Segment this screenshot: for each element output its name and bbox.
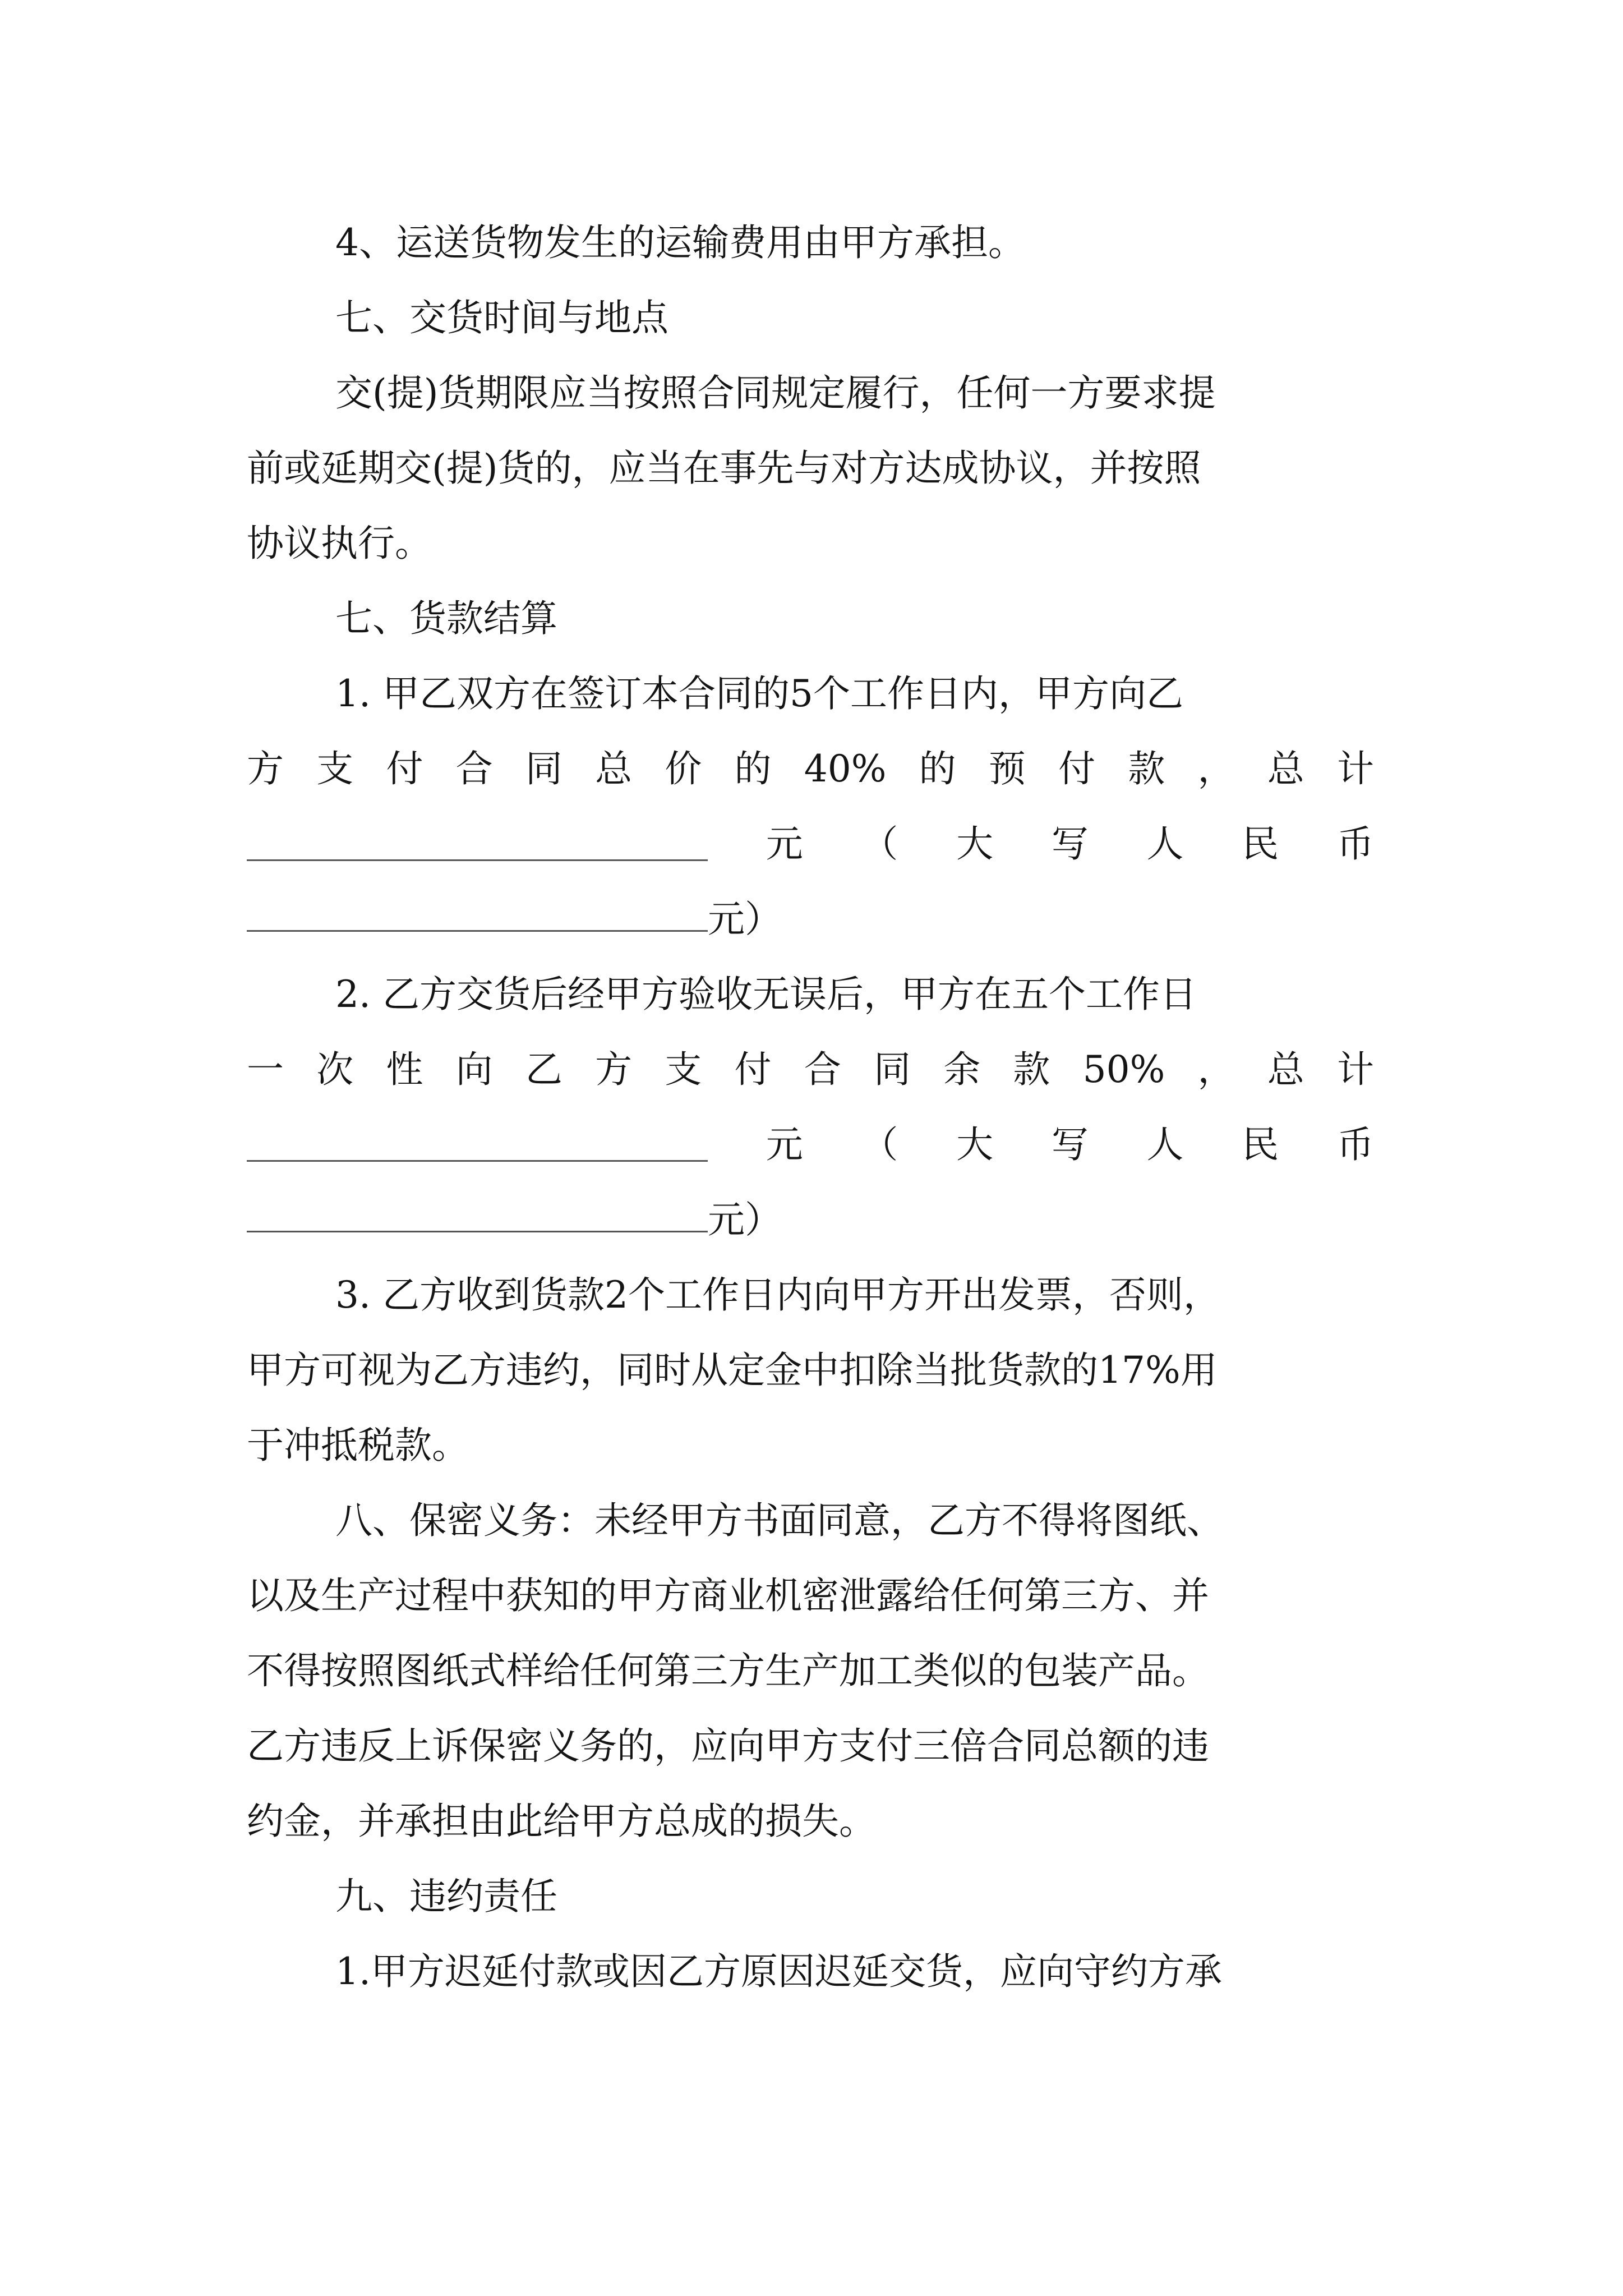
heading-payment-settlement: 七、货款结算 <box>335 597 557 640</box>
paragraph-delivery-line-1: 交(提)货期限应当按照合同规定履行，任何一方要求提 <box>335 371 1216 415</box>
amount-uppercase-blank-field[interactable] <box>247 899 708 932</box>
payment-clause-3-line-3: 于冲抵税款。 <box>247 1424 469 1467</box>
payment-clause-1-line-4: 元） <box>247 889 782 950</box>
payment-clause-1-line-2: 方 支 付 合 同 总 价 的 40% 的 预 付 款 ， 总 计 <box>247 747 1374 790</box>
heading-breach-liability: 九、违约责任 <box>335 1875 557 1918</box>
payment-clause-2-line-4: 元） <box>247 1189 782 1251</box>
breach-clause-1-line-1: 1.甲方迟延付款或因乙方原因迟延交货，应向守约方承 <box>335 1950 1222 1993</box>
payment-clause-3-line-1: 3. 乙方收到货款2个工作日内向甲方开出发票，否则， <box>335 1273 1220 1317</box>
payment-clause-2-line-3: 元 （ 大 写 人 民 币 <box>247 1114 1374 1176</box>
amount-uppercase-blank-field[interactable] <box>247 1199 708 1232</box>
paragraph-delivery-line-2: 前或延期交(提)货的，应当在事先与对方达成协议，并按照 <box>247 447 1201 490</box>
confidentiality-line-1: 八、保密义务：未经甲方书面同意，乙方不得将图纸、 <box>335 1499 1224 1542</box>
payment-clause-3-line-2: 甲方可视为乙方违约，同时从定金中扣除当批货款的17%用 <box>247 1349 1218 1392</box>
payment-clause-2-line-2: 一 次 性 向 乙 方 支 付 合 同 余 款 50% ， 总 计 <box>247 1048 1374 1091</box>
amount-blank-field[interactable] <box>247 1129 708 1162</box>
confidentiality-line-3: 不得按照图纸式样给任何第三方生产加工类似的包装产品。 <box>247 1649 1209 1692</box>
payment-clause-2-line-1: 2. 乙方交货后经甲方验收无误后，甲方在五个工作日 <box>335 973 1197 1016</box>
confidentiality-line-5: 约金，并承担由此给甲方总成的损失。 <box>247 1800 876 1843</box>
paragraph-transport-fee: 4、运送货物发生的运输费用由甲方承担。 <box>335 221 1025 264</box>
amount-blank-field[interactable] <box>247 828 708 861</box>
heading-delivery-time-place: 七、交货时间与地点 <box>335 296 668 339</box>
payment-clause-1-line-3: 元 （ 大 写 人 民 币 <box>247 813 1374 875</box>
confidentiality-line-4: 乙方违反上诉保密义务的，应向甲方支付三倍合同总额的违 <box>247 1724 1209 1768</box>
confidentiality-line-2: 以及生产过程中获知的甲方商业机密泄露给任何第三方、并 <box>247 1574 1209 1617</box>
payment-clause-1-line-1: 1. 甲乙双方在签订本合同的5个工作日内，甲方向乙 <box>335 672 1183 715</box>
paragraph-delivery-line-3: 协议执行。 <box>247 522 432 565</box>
